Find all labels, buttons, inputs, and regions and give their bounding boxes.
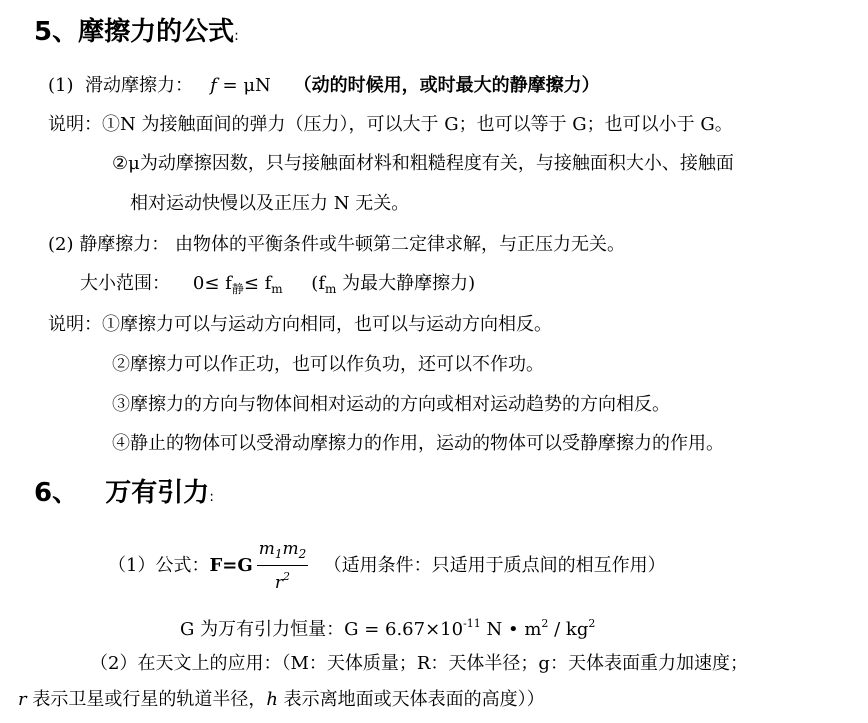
section6-number: 6、 [34, 478, 79, 508]
astronomy-continuation-line [18, 688, 545, 712]
item-number: (1) [48, 75, 74, 96]
range-sub-m: m [271, 282, 283, 296]
sliding-friction-note: （动的时候用，或时最大的静摩擦力） [293, 75, 600, 96]
sliding-friction-line [48, 74, 600, 98]
range-expr-b: ≤ f [243, 273, 272, 294]
sliding-friction-label: 滑动摩擦力： [84, 75, 193, 96]
formula-label: （1）公式： [108, 555, 210, 576]
note2-line: ②μ为动摩擦因数，只与接触面材料和粗糙程度有关，与接触面积大小、接触面 [112, 153, 734, 174]
note4-line: ②摩擦力可以作正功，也可以作负功，还可以不作功。 [112, 354, 544, 375]
constant-text-c: / kg [548, 619, 589, 640]
range-note-b: 为最大静摩擦力) [336, 273, 476, 294]
static-friction-line [48, 233, 625, 257]
radius: r [274, 573, 284, 593]
var-h: h [266, 689, 278, 710]
continuation-text-b: 表示离地面或天体表面的高度）） [277, 689, 545, 710]
astronomy-application-line: （2）在天文上的应用：（M：天体质量；R：天体半径；g：天体表面重力加速度； [90, 653, 748, 674]
mass2-sub: 2 [298, 547, 307, 561]
note5-line: ③摩擦力的方向与物体间相对运动的方向或相对运动趋势的方向相反。 [112, 394, 670, 415]
constant-exp2: 2 [541, 617, 549, 630]
range-sub-static: 静 [231, 282, 244, 296]
constant-text-b: N • m [480, 619, 542, 640]
static-friction-text: 静摩擦力： 由物体的平衡条件或牛顿第二定律求解，与正压力无关。 [79, 234, 625, 255]
note-label: 说明： [48, 114, 102, 135]
note1-text: ①N 为接触面间的弹力（压力），可以大于 G；也可以等于 G；也可以小于 G。 [102, 114, 733, 135]
formula-lhs: F=G [209, 555, 253, 576]
section5-heading [34, 16, 239, 52]
note1-line [48, 113, 733, 137]
section6-colon: : [209, 489, 214, 505]
note3-line [48, 313, 552, 337]
continuation-text-a: 表示卫星或行星的轨道半径， [26, 689, 267, 710]
sliding-friction-formula: = μN [216, 75, 271, 96]
range-note-sub: m [324, 282, 337, 296]
fraction-numerator [257, 538, 309, 566]
section5-colon: : [234, 28, 239, 44]
section5-title: 摩擦力的公式 [78, 17, 235, 47]
section6-heading [34, 477, 214, 513]
mass1-sub: 1 [274, 547, 283, 561]
range-line [80, 272, 475, 301]
constant-text-a: G 为万有引力恒量：G = 6.67×10 [180, 619, 464, 640]
constant-exp1: -11 [463, 617, 481, 630]
formula-f: f [210, 75, 217, 96]
note3-text: ①摩擦力可以与运动方向相同，也可以与运动方向相反。 [102, 314, 552, 335]
note2-continuation: 相对运动快慢以及正压力 N 无关。 [130, 193, 410, 214]
section5-number: 5、 [34, 17, 79, 47]
formula-fraction [257, 538, 309, 594]
var-r: r [18, 689, 27, 710]
item-number: (2) [48, 234, 74, 255]
gravitation-formula-line [108, 538, 666, 594]
formula-note: （适用条件：只适用于质点间的相互作用） [323, 555, 666, 576]
note6-line: ④静止的物体可以受滑动摩擦力的作用，运动的物体可以受静摩擦力的作用。 [112, 433, 724, 454]
mass1: m [258, 539, 275, 559]
section6-title: 万有引力 [105, 478, 210, 508]
radius-exponent: 2 [283, 570, 291, 583]
mass2: m [282, 539, 299, 559]
note-label: 说明： [48, 314, 102, 335]
range-note-a: (f [311, 273, 325, 294]
range-label: 大小范围： [80, 273, 170, 294]
range-expr-a: 0≤ f [192, 273, 232, 294]
constant-exp3: 2 [588, 617, 596, 630]
gravitational-constant-line [180, 612, 595, 642]
fraction-denominator [257, 566, 309, 594]
